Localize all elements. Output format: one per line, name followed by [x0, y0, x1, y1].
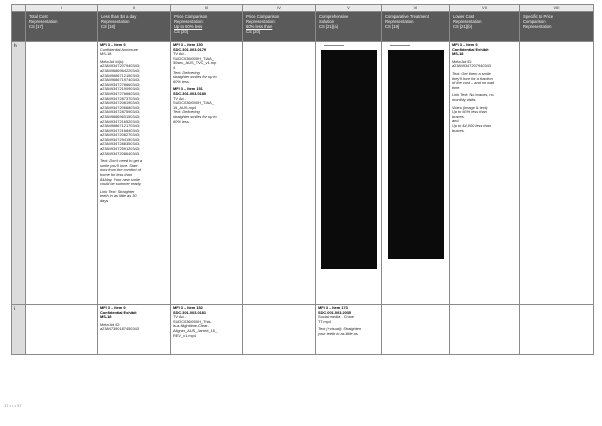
cell-text-line: MFI 3 – Item 9: [452, 42, 478, 47]
cell-text-line: a23849347207940343;: [100, 63, 141, 69]
cell-text-line: MFI 3 – Item 152: [173, 305, 203, 310]
cell-text-line: Video (image & text):: [452, 104, 489, 110]
cell-text-line: they'll love for a fraction: [452, 75, 493, 81]
cell-text-line: a23849347287590343;: [100, 109, 141, 115]
header-line: CS [18]: [101, 24, 115, 29]
header-line: Representation: [523, 24, 552, 29]
cell-text-line: a23849686963150343;: [100, 113, 141, 119]
header-line: Comprehensive: [319, 14, 349, 19]
cell-text-line: TT.mp4: [318, 318, 331, 324]
highlight-mark: [390, 45, 410, 46]
cell-text-line: a23849686712150343;: [100, 72, 141, 78]
cell-col-4: [243, 305, 316, 355]
column-number: VI: [382, 5, 450, 12]
header-line: CS [20]: [174, 29, 188, 34]
header-line: Representation: [101, 19, 130, 24]
cell-text-line: Link Text: No braces, no: [452, 92, 494, 98]
cell-text-line: now from the comfort of: [100, 167, 141, 173]
cell-text-line: SDC.301.003.0180: [173, 90, 207, 96]
cell-text-line: a23847390187450343: [100, 326, 139, 332]
cell-col-7: [450, 42, 520, 305]
header-line: Representation: [29, 19, 58, 24]
cell-text-line: a23849347294150343;: [100, 136, 141, 142]
cell-text-line: 4: [173, 64, 176, 70]
cell-text-line: REV_v1.mp4: [173, 332, 196, 338]
cell-col-6: [382, 42, 450, 305]
cell-text-line: and: [452, 118, 459, 124]
table-row: [12, 305, 594, 355]
header-line: Comparison: [523, 19, 546, 24]
header-line: Specific to Price: [523, 14, 554, 19]
column-number: VII: [450, 5, 520, 12]
highlight-mark: [324, 45, 344, 46]
cell-text-line: time.: [452, 84, 461, 90]
cell-col-2: [98, 305, 171, 355]
header-line: CS [21](b): [453, 24, 473, 29]
cell-text-line: MFI 3 – Item 150: [173, 42, 203, 47]
cell-text-line: MFI 3 – Item 151: [173, 86, 203, 92]
cell-text-line: home for less than: [100, 172, 133, 178]
column-number: II: [98, 5, 171, 12]
cell-text-line: a23849347288350343;: [100, 141, 141, 147]
column-number: III: [171, 5, 243, 12]
column-number: V: [316, 5, 382, 12]
cell-text-line: a23849347276660343;: [100, 90, 141, 96]
column-header: [171, 12, 243, 42]
header-line: Price Comparison: [246, 14, 280, 19]
header-line: CS [20]: [246, 29, 260, 34]
header-line: Total Cost: [29, 14, 48, 19]
cell-text-line: Up to $4,000 less than: [452, 122, 491, 128]
column-number: I: [26, 5, 98, 12]
column-header: [98, 12, 171, 42]
cell-text-line: Link Text: Straighter: [100, 188, 135, 194]
column-header: [316, 12, 382, 42]
header-line: Less than $4 a day: [101, 14, 137, 19]
cell-text-line: 15_AUS.mp4: [173, 104, 197, 110]
column-number: VIII: [520, 5, 594, 12]
cell-text-line: 60% less.: [173, 78, 190, 84]
cell-text-line: Text: Delivering: [173, 69, 200, 75]
cell-text-line: $4/day. Your new smile: [100, 176, 140, 182]
cell-col-3: [171, 42, 243, 305]
cell-text-line: a23849347208640343.: [100, 150, 141, 156]
cell-text-line: TV Ad -: [173, 95, 186, 101]
cell-col-5: [316, 305, 382, 355]
cell-text-line: a23849347216520343;: [100, 118, 141, 124]
cell-text-line: a23849347207940343: [452, 63, 491, 69]
cell-col-5: [316, 42, 382, 305]
header-line: Solution: [319, 19, 335, 24]
header-line: Representation: [385, 19, 414, 24]
cell-text-line: MFI 3 – Item 9: [100, 305, 126, 310]
column-header: [450, 12, 520, 42]
cell-text-line: a23849347216840343;: [100, 127, 141, 133]
cell-text-line: a23849347208190343;: [100, 100, 141, 106]
cell-text-line: Meta Ad Id(s):: [100, 58, 125, 64]
cell-text-line: smile you'll love. Start: [100, 162, 138, 168]
cell-text-line: Text: Don't need to get a: [100, 158, 143, 164]
cell-text-line: Meta Ad ID:: [100, 321, 121, 327]
cell-text-line: straighter smiles for up to: [173, 74, 217, 80]
cell-text-line: MS-18: [100, 51, 112, 57]
corner-header-cell: [12, 12, 26, 42]
column-number: IV: [243, 5, 316, 12]
cell-text-line: SUDC036I000H_TIAA_: [173, 100, 214, 106]
header-line: Price Comparison: [174, 14, 208, 19]
page-footer: 17 • • • 37: [4, 403, 22, 408]
cell-text-line: a23849347206680343;: [100, 104, 141, 110]
cell-text-line: is-a-Nighttime-Clear-: [173, 323, 209, 329]
cell-col-1: [26, 305, 98, 355]
cell-text-line: straighter smiles for up to: [173, 113, 217, 119]
cell-col-8: [520, 305, 594, 355]
cell-text-line: a23849347259120343;: [100, 146, 141, 152]
header-line: CS [19]: [385, 24, 399, 29]
header-line: Representation: [453, 19, 482, 24]
cell-text-line: Confidential Exhibit: [100, 309, 137, 315]
cell-text-line: braces.: [452, 127, 465, 133]
cell-text-line: days: [100, 198, 109, 203]
cell-col-6: [382, 305, 450, 355]
cell-text-line: TV Ad -: [173, 314, 186, 320]
column-header: [520, 12, 594, 42]
cell-col-4: [243, 42, 316, 305]
cell-text-line: SDC.301.003.0181: [173, 309, 207, 315]
cell-col-2: [98, 42, 171, 305]
cell-text-line: MS-18: [100, 314, 112, 320]
header-line: CS [21](a): [319, 24, 339, 29]
cell-text-line: MFI 3 – Item 9: [100, 42, 126, 47]
cell-text-line: Text (+visual): Straighten: [318, 326, 361, 332]
cell-text-line: a23849686712170343;: [100, 123, 141, 129]
cell-col-8: [520, 42, 594, 305]
cell-text-line: your teeth in as little as: [318, 330, 358, 336]
cell-text-line: could be summer ready.: [100, 181, 142, 187]
cell-text-line: braces.: [452, 113, 465, 119]
header-line: CS [17]: [29, 24, 43, 29]
cell-text-line: TV Ad -: [173, 51, 186, 57]
cell-text-line: Social media - Chloe: [318, 314, 354, 320]
redaction-block: [388, 50, 444, 259]
cell-text-line: a23849347287370343;: [100, 95, 141, 101]
cell-text-line: Meta Ad ID:: [452, 58, 473, 64]
column-header: [243, 12, 316, 42]
header-line: Representation:: [246, 19, 276, 24]
cell-text-line: Confidential Annexure: [100, 46, 139, 52]
corner-cell: [12, 5, 26, 12]
cell-text-line: a23849686964220343;: [100, 67, 141, 73]
cell-col-7: [450, 305, 520, 355]
header-line: 60% less than: [246, 24, 273, 29]
row-label: i: [12, 305, 26, 355]
cell-text-line: a23849347278660343;: [100, 81, 141, 87]
redaction-block: [321, 50, 377, 269]
cell-text-line: teeth in as little as 30: [100, 193, 137, 199]
cell-text-line: a23849347208270343;: [100, 132, 141, 138]
cell-text-line: a23849686719740343;: [100, 77, 141, 83]
cell-text-line: Up to 60% less than: [452, 109, 487, 115]
cell-text-line: a23849347219090343;: [100, 86, 141, 92]
cell-text-line: MS-18: [452, 51, 464, 57]
column-numbers-row: [12, 5, 594, 12]
cell-text-line: SDC.001.003.2035: [318, 309, 352, 315]
cell-text-line: SDC.301.003.0179: [173, 46, 207, 52]
cell-text-line: SUDC036I000H_This-: [173, 318, 212, 324]
cell-text-line: of the cost – and no wait: [452, 80, 495, 86]
header-line: Comparative Treatment: [385, 14, 429, 19]
cell-text-line: 60% less.: [173, 118, 190, 124]
column-header: [26, 12, 98, 42]
row-label: h: [12, 42, 26, 305]
cell-text-line: SUDC036I000H_TIAA_: [173, 55, 214, 61]
cell-text-line: Text: Delivering: [173, 109, 200, 115]
comparison-table: [11, 4, 594, 355]
cell-text-line: MFI 3 – Item 173: [318, 305, 348, 310]
cell-text-line: monthly visits.: [452, 96, 477, 102]
cell-text-line: 30sec_AUS_TVC_v1.mp: [173, 60, 217, 66]
cell-col-1: [26, 42, 98, 305]
header-line: Lower Cost: [453, 14, 475, 19]
column-header: [382, 12, 450, 42]
cell-text-line: Text: Get them a smile: [452, 70, 491, 76]
cell-col-3: [171, 305, 243, 355]
cell-text-line: Confidential Exhibit: [452, 46, 489, 52]
cell-text-line: Aligner_AUS_Jarred_15_: [173, 327, 218, 333]
header-line: Up to 60% less: [174, 24, 203, 29]
table-row: [12, 42, 594, 305]
column-headers-row: [12, 12, 594, 42]
header-line: Representation:: [174, 19, 204, 24]
